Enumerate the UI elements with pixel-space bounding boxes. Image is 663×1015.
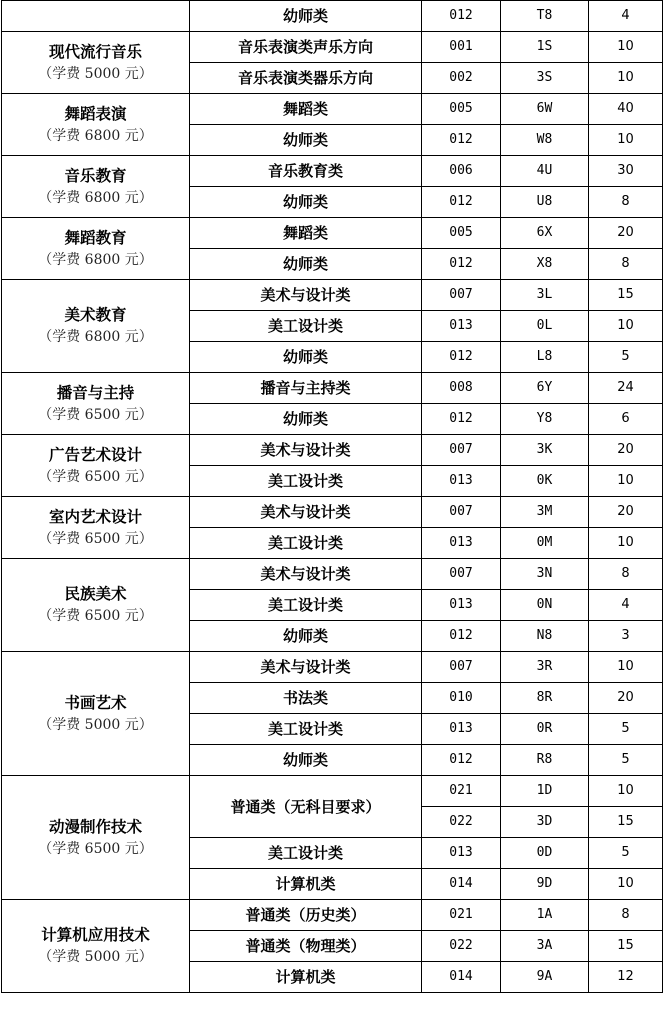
code-cell: 007 <box>422 435 501 466</box>
table-row <box>2 776 663 807</box>
major-fee: （学费 6500 元） <box>38 840 153 857</box>
code-cell: 012 <box>422 745 501 776</box>
count-cell: 10 <box>589 869 663 900</box>
major-name: 美术教育 <box>64 305 127 324</box>
count-cell: 10 <box>589 125 663 156</box>
category-cell: 美工设计类 <box>190 714 422 745</box>
major-cell <box>2 280 190 373</box>
symbol-cell: N8 <box>501 621 589 652</box>
code-cell: 014 <box>422 869 501 900</box>
category-cell: 书法类 <box>190 683 422 714</box>
count-cell: 8 <box>589 187 663 218</box>
count-cell: 30 <box>589 156 663 187</box>
count-cell: 8 <box>589 559 663 590</box>
category-cell: 幼师类 <box>190 342 422 373</box>
symbol-cell: 3R <box>501 652 589 683</box>
symbol-cell: 0D <box>501 838 589 869</box>
category-cell: 美术与设计类 <box>190 652 422 683</box>
code-cell: 005 <box>422 94 501 125</box>
table-row <box>2 1 663 32</box>
count-cell: 15 <box>589 280 663 311</box>
category-cell: 播音与主持类 <box>190 373 422 404</box>
count-cell: 10 <box>589 466 663 497</box>
count-cell: 24 <box>589 373 663 404</box>
code-cell: 014 <box>422 962 501 993</box>
major-cell <box>2 497 190 559</box>
category-cell: 普通类（无科目要求） <box>190 776 422 838</box>
code-cell: 012 <box>422 249 501 280</box>
major-name: 现代流行音乐 <box>48 41 142 61</box>
symbol-cell: 3M <box>501 497 589 528</box>
symbol-cell: 3D <box>501 807 589 838</box>
count-cell: 5 <box>589 714 663 745</box>
code-cell: 001 <box>422 32 501 63</box>
count-cell: 5 <box>589 342 663 373</box>
code-cell: 008 <box>422 373 501 404</box>
count-cell: 15 <box>589 807 663 838</box>
major-name: 舞蹈教育 <box>64 227 127 247</box>
code-cell: 013 <box>422 466 501 497</box>
count-cell: 10 <box>589 528 663 559</box>
major-name: 民族美术 <box>64 584 127 603</box>
symbol-cell: X8 <box>501 249 589 280</box>
category-cell: 幼师类 <box>190 621 422 652</box>
code-cell: 005 <box>422 218 501 249</box>
major-cell <box>2 156 190 218</box>
category-cell: 美术与设计类 <box>190 497 422 528</box>
major-fee: （学费 6500 元） <box>38 468 153 485</box>
category-cell: 普通类（历史类） <box>190 900 422 931</box>
table-row <box>2 373 663 404</box>
symbol-cell: 3N <box>501 559 589 590</box>
symbol-cell: L8 <box>501 342 589 373</box>
count-cell: 20 <box>589 218 663 249</box>
symbol-cell: 6W <box>501 94 589 125</box>
symbol-cell: 6X <box>501 218 589 249</box>
category-cell: 音乐表演类器乐方向 <box>190 63 422 94</box>
table-row <box>2 652 663 683</box>
symbol-cell: 6Y <box>501 373 589 404</box>
code-cell: 021 <box>422 776 501 807</box>
major-cell <box>2 559 190 652</box>
category-cell: 美术与设计类 <box>190 435 422 466</box>
table-row <box>2 435 663 466</box>
category-cell: 幼师类 <box>190 125 422 156</box>
major-cell <box>2 900 190 993</box>
count-cell: 10 <box>589 776 663 807</box>
major-fee: （学费 6500 元） <box>38 530 153 547</box>
major-cell <box>2 373 190 435</box>
major-cell <box>2 435 190 497</box>
category-cell: 美工设计类 <box>190 528 422 559</box>
table-row <box>2 156 663 187</box>
symbol-cell: T8 <box>501 1 589 32</box>
symbol-cell: 3L <box>501 280 589 311</box>
count-cell: 10 <box>589 32 663 63</box>
count-cell: 10 <box>589 652 663 683</box>
category-cell: 幼师类 <box>190 745 422 776</box>
major-fee: （学费 5000 元） <box>38 949 153 965</box>
symbol-cell: 1S <box>501 32 589 63</box>
symbol-cell: 0K <box>501 466 589 497</box>
symbol-cell: 3K <box>501 435 589 466</box>
count-cell: 10 <box>589 63 663 94</box>
count-cell: 3 <box>589 621 663 652</box>
major-name: 室内艺术设计 <box>48 506 142 526</box>
count-cell: 20 <box>589 683 663 714</box>
category-cell: 美工设计类 <box>190 838 422 869</box>
count-cell: 10 <box>589 311 663 342</box>
symbol-cell: 1A <box>501 900 589 931</box>
major-fee: （学费 6800 元） <box>38 329 153 345</box>
enrollment-plan-table <box>1 0 663 993</box>
category-cell: 美工设计类 <box>190 466 422 497</box>
category-cell: 普通类（物理类） <box>190 931 422 962</box>
count-cell: 20 <box>589 435 663 466</box>
count-cell: 5 <box>589 838 663 869</box>
symbol-cell: 8R <box>501 683 589 714</box>
count-cell: 20 <box>589 497 663 528</box>
category-cell: 计算机类 <box>190 869 422 900</box>
major-name: 舞蹈表演 <box>64 103 127 123</box>
code-cell: 007 <box>422 497 501 528</box>
count-cell: 8 <box>589 900 663 931</box>
major-fee: （学费 6800 元） <box>38 251 153 268</box>
major-name: 广告艺术设计 <box>48 444 142 464</box>
major-fee: （学费 6500 元） <box>38 406 153 423</box>
major-fee: （学费 6800 元） <box>38 127 153 144</box>
symbol-cell: Y8 <box>501 404 589 435</box>
major-cell <box>2 218 190 280</box>
count-cell: 4 <box>589 590 663 621</box>
symbol-cell: 0R <box>501 714 589 745</box>
major-name: 播音与主持 <box>56 382 135 402</box>
count-cell: 40 <box>589 94 663 125</box>
code-cell: 012 <box>422 125 501 156</box>
major-cell <box>2 776 190 900</box>
symbol-cell: 9A <box>501 962 589 993</box>
major-cell <box>2 94 190 156</box>
table-row <box>2 497 663 528</box>
category-cell: 幼师类 <box>190 404 422 435</box>
code-cell: 002 <box>422 63 501 94</box>
symbol-cell: 0N <box>501 590 589 621</box>
category-cell: 美术与设计类 <box>190 280 422 311</box>
code-cell: 012 <box>422 187 501 218</box>
major-fee: （学费 5000 元） <box>38 65 153 82</box>
major-cell <box>2 652 190 776</box>
table-row <box>2 559 663 590</box>
code-cell: 012 <box>422 404 501 435</box>
code-cell: 013 <box>422 838 501 869</box>
table-row <box>2 280 663 311</box>
code-cell: 022 <box>422 807 501 838</box>
category-cell: 美工设计类 <box>190 311 422 342</box>
count-cell: 4 <box>589 1 663 32</box>
category-cell: 美工设计类 <box>190 590 422 621</box>
table-row <box>2 218 663 249</box>
code-cell: 012 <box>422 621 501 652</box>
code-cell: 007 <box>422 559 501 590</box>
major-cell <box>2 32 190 94</box>
count-cell: 6 <box>589 404 663 435</box>
symbol-cell: W8 <box>501 125 589 156</box>
major-fee: （学费 6500 元） <box>38 608 153 624</box>
code-cell: 010 <box>422 683 501 714</box>
category-cell: 音乐教育类 <box>190 156 422 187</box>
code-cell: 021 <box>422 900 501 931</box>
symbol-cell: 0L <box>501 311 589 342</box>
code-cell: 013 <box>422 528 501 559</box>
symbol-cell: R8 <box>501 745 589 776</box>
category-cell: 幼师类 <box>190 249 422 280</box>
symbol-cell: 1D <box>501 776 589 807</box>
table-row <box>2 32 663 63</box>
category-cell: 美术与设计类 <box>190 559 422 590</box>
code-cell: 012 <box>422 1 501 32</box>
major-name: 音乐教育 <box>64 165 127 185</box>
major-fee: （学费 6800 元） <box>38 189 153 206</box>
major-name: 计算机应用技术 <box>41 925 150 944</box>
code-cell: 012 <box>422 342 501 373</box>
count-cell: 5 <box>589 745 663 776</box>
table-body <box>2 1 663 993</box>
major-name: 动漫制作技术 <box>48 816 142 836</box>
symbol-cell: 4U <box>501 156 589 187</box>
code-cell: 007 <box>422 280 501 311</box>
category-cell: 幼师类 <box>190 1 422 32</box>
category-cell: 音乐表演类声乐方向 <box>190 32 422 63</box>
symbol-cell: 3S <box>501 63 589 94</box>
code-cell: 013 <box>422 714 501 745</box>
symbol-cell: U8 <box>501 187 589 218</box>
category-cell: 舞蹈类 <box>190 94 422 125</box>
major-cell-empty <box>2 1 190 32</box>
symbol-cell: 3A <box>501 931 589 962</box>
code-cell: 013 <box>422 311 501 342</box>
table-row <box>2 94 663 125</box>
symbol-cell: 0M <box>501 528 589 559</box>
major-fee: （学费 5000 元） <box>38 716 153 733</box>
code-cell: 006 <box>422 156 501 187</box>
code-cell: 007 <box>422 652 501 683</box>
category-cell: 舞蹈类 <box>190 218 422 249</box>
category-cell: 幼师类 <box>190 187 422 218</box>
code-cell: 013 <box>422 590 501 621</box>
count-cell: 12 <box>589 962 663 993</box>
category-cell: 计算机类 <box>190 962 422 993</box>
symbol-cell: 9D <box>501 869 589 900</box>
table-row <box>2 900 663 931</box>
code-cell: 022 <box>422 931 501 962</box>
major-name: 书画艺术 <box>64 692 127 712</box>
count-cell: 8 <box>589 249 663 280</box>
count-cell: 15 <box>589 931 663 962</box>
